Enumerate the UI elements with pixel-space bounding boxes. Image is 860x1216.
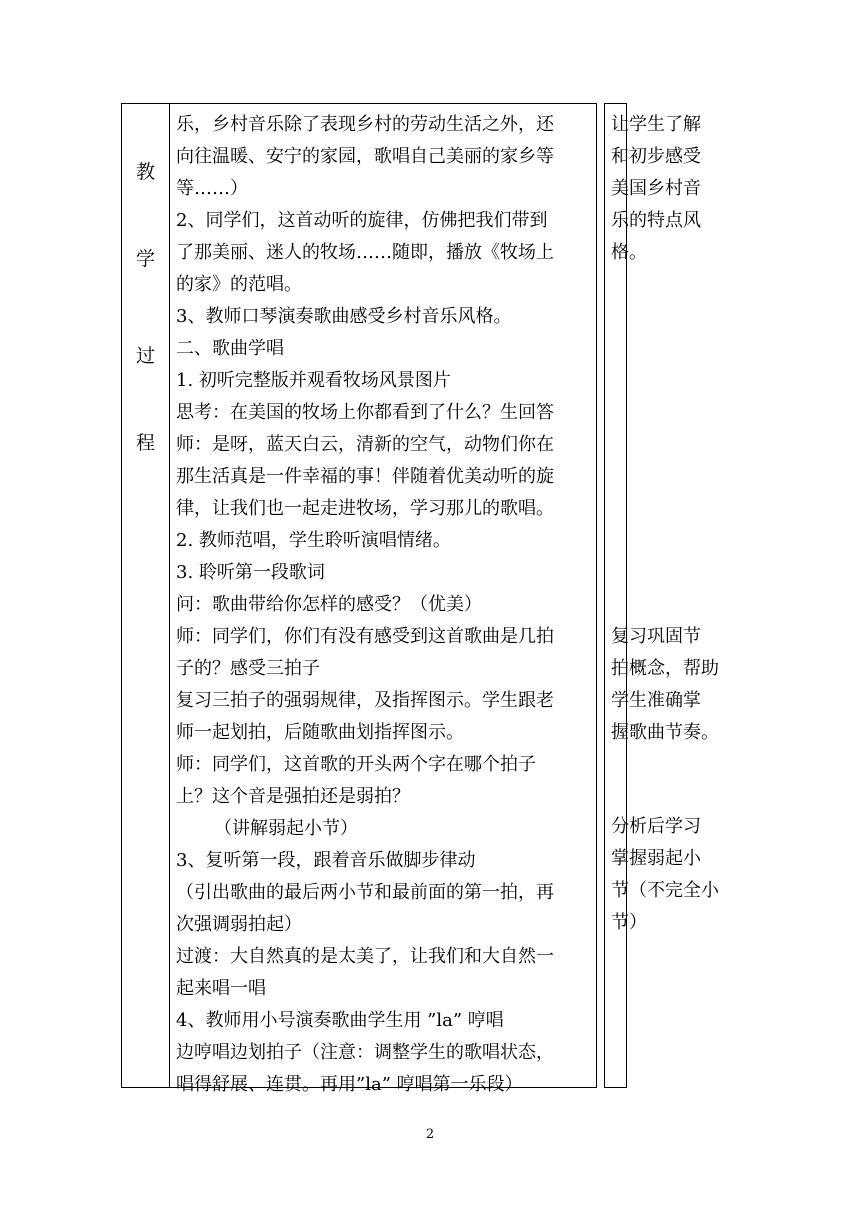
text-line: 起来唱一唱 (176, 978, 266, 999)
text-line: 1. 初听完整版并观看牧场风景图片 (176, 370, 451, 391)
teaching-process-text (176, 109, 600, 1101)
section-label-char: 过 (135, 345, 155, 367)
side-note-line: 节） (611, 912, 647, 933)
side-note-line: 学生准确掌 (611, 690, 701, 711)
text-line: 律，让我们也一起走进牧场，学习那儿的歌唱。 (176, 498, 554, 519)
side-note (611, 811, 721, 939)
text-line: 了那美丽、迷人的牧场……随即，播放《牧场上 (176, 242, 554, 263)
text-line: 乐，乡村音乐除了表现乡村的劳动生活之外，还 (176, 114, 554, 135)
text-line: 过渡：大自然真的是太美了，让我们和大自然一 (176, 946, 554, 967)
text-line: 那生活真是一件幸福的事！伴随着优美动听的旋 (176, 466, 554, 487)
side-note-line: 乐的特点风 (611, 210, 701, 231)
text-line: 3、教师口琴演奏歌曲感受乡村音乐风格。 (176, 306, 512, 327)
text-line: 思考：在美国的牧场上你都看到了什么？生回答 (176, 402, 554, 423)
side-note-line: 拍概念，帮助 (611, 658, 719, 679)
text-line: 向往温暖、安宁的家园，歌唱自己美丽的家乡等 (176, 146, 554, 167)
text-line: 次强调弱拍起） (176, 914, 302, 935)
text-line: 师一起划拍，后随歌曲划指挥图示。 (176, 722, 464, 743)
text-line: 上？这个音是强拍还是弱拍？ (176, 786, 410, 807)
text-line: 边哼唱边划拍子（注意：调整学生的歌唱状态， (176, 1042, 554, 1063)
text-line: 复习三拍子的强弱规律，及指挥图示。学生跟老 (176, 690, 554, 711)
text-line: 等……） (176, 178, 248, 199)
text-line: 3、复听第一段，跟着音乐做脚步律动 (176, 850, 476, 871)
text-line: 师：同学们，这首歌的开头两个字在哪个拍子 (176, 754, 536, 775)
side-note-line: 掌握弱起小 (611, 848, 701, 869)
section-label-char: 教 (135, 161, 155, 183)
text-line: 4、教师用小号演奏歌曲学生用 ”la” 哼唱 (176, 1010, 504, 1031)
page-number: 2 (425, 1127, 435, 1142)
section-label-char: 程 (135, 432, 155, 454)
side-note-line: 复习巩固节 (611, 626, 701, 647)
side-note-line: 格。 (611, 242, 647, 263)
side-note-line: 分析后学习 (611, 816, 701, 837)
text-line: 2. 教师范唱，学生聆听演唱情绪。 (176, 530, 451, 551)
column-divider (169, 103, 170, 1088)
section-label-char: 学 (135, 248, 155, 270)
side-note (611, 109, 721, 269)
text-line: 二、歌曲学唱 (176, 338, 284, 359)
side-note-line: 让学生了解 (611, 114, 701, 135)
text-line: 师：同学们，你们有没有感受到这首歌曲是几拍 (176, 626, 554, 647)
text-line: （引出歌曲的最后两小节和最前面的第一拍，再 (176, 882, 554, 903)
text-line: 的家》的范唱。 (176, 274, 302, 295)
side-note-line: 和初步感受 (611, 146, 701, 167)
text-line: 2、同学们，这首动听的旋律，仿佛把我们带到 (176, 210, 548, 231)
text-line: 3. 聆听第一段歌词 (176, 562, 325, 583)
text-line: 唱得舒展、连贯。再用”la” 哼唱第一乐段） (176, 1074, 523, 1095)
side-note-line: 美国乡村音 (611, 178, 701, 199)
side-note-line: 节（不完全小 (611, 880, 719, 901)
text-line: 师：是呀，蓝天白云，清新的空气，动物们你在 (176, 434, 554, 455)
side-note-line: 握歌曲节奏。 (611, 722, 719, 743)
side-note (611, 621, 721, 749)
text-line: 问：歌曲带给你怎样的感受？（优美） (176, 594, 482, 615)
text-line: （讲解弱起小节） (214, 818, 358, 839)
text-line: 子的？感受三拍子 (176, 658, 320, 679)
